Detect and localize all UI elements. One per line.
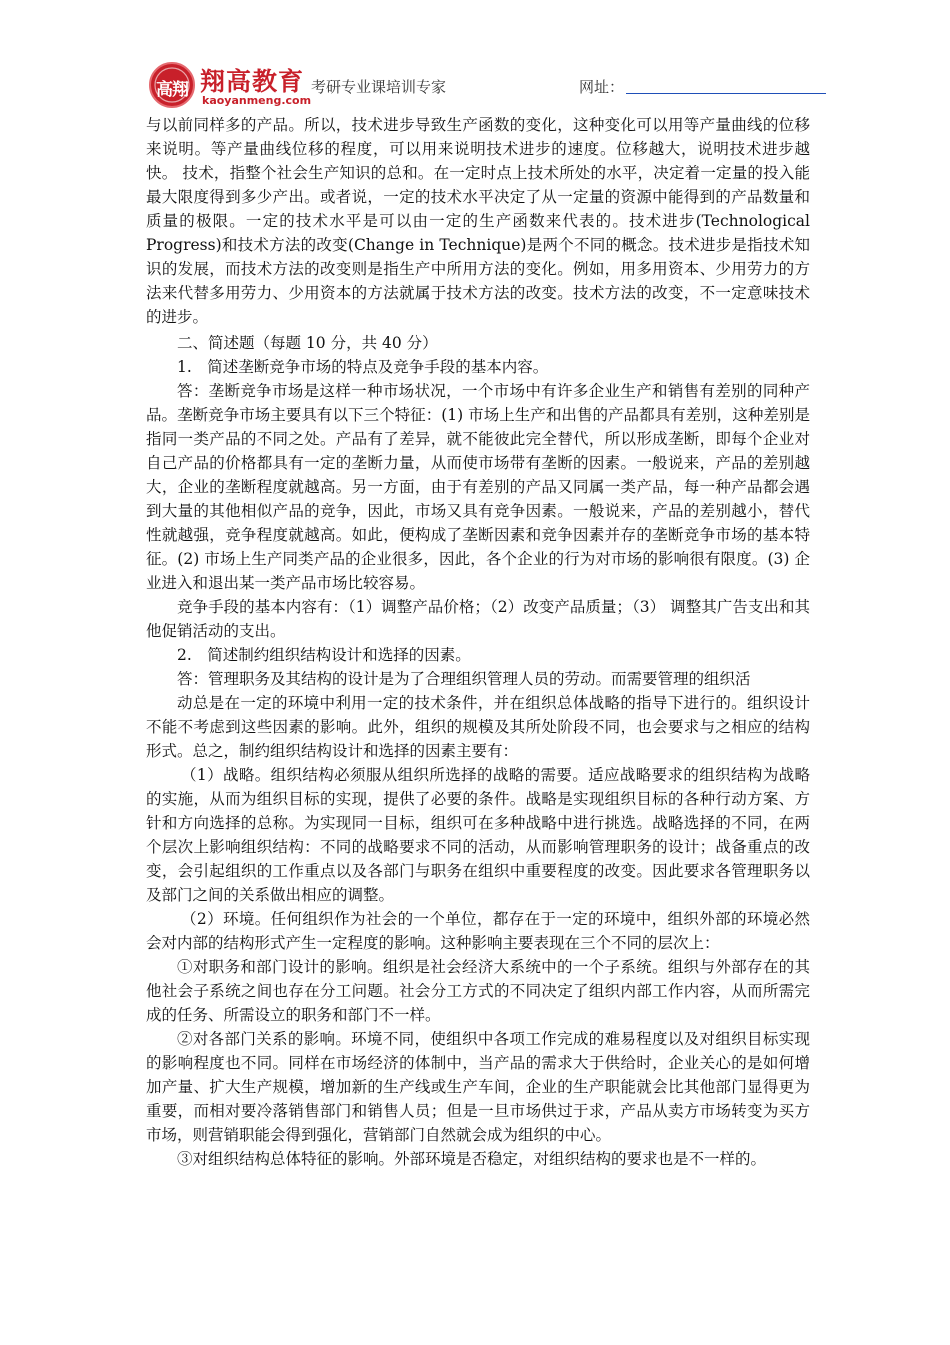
- answer-2-strategy: （1）战略。组织结构必须服从组织所选择的战略的需要。适应战略要求的组织结构为战略的实施，从而为组织目标的实现，提供了必要的条件。战略是实现组织目标的各种行动方案、方针和方向选择的总称。为实现同一目标，组织可在多种战略中进行挑选。战略选择的不同，在两个层次上影响组织结构：不同的战略要求不同的活动，从而影响管理职务的设计；战备重点的改变，会引起组织的工作重点以及各部门与职务在组织中重要程度的改变。因此要求各管理职务以及部门之间的关系做出相应的调整。: [146, 766, 810, 904]
- answer-2-environment: （2）环境。任何组织作为社会的一个单位，都存在于一定的环境中，组织外部的环境必然会对内部的结构形式产生一定程度的影响。这种影响主要表现在三个不同的层次上：: [146, 910, 810, 952]
- answer-2-context: 动总是在一定的环境中利用一定的技术条件，并在组织总体战略的指导下进行的。组织设计不能不考虑到这些因素的影响。此外，组织的规模及其所处阶段不同，也会要求与之相应的结构形式。总之，制约组织结构设计和选择的因素主要有：: [146, 694, 810, 760]
- question-2: 2. 简述制约组织结构设计和选择的因素。: [177, 646, 471, 664]
- url-underline: [626, 93, 826, 94]
- section-title: 二、简述题（每题 10 分，共 40 分）: [177, 334, 438, 352]
- question-1: 1. 简述垄断竞争市场的特点及竞争手段的基本内容。: [177, 358, 549, 376]
- paragraph-technology: 与以前同样多的产品。所以，技术进步导致生产函数的变化，这种变化可以用等产量曲线的位移来说明。等产量曲线位移的程度，可以用来说明技术进步的速度。位移越大，说明技术进步越快。 技术，指整个社会生产知识的总和。在一定时点上技术所处的水平，决定着一定量的投入能最大限度得到多少产出。或者说，一定的技术水平决定了从一定量的资源中能得到的产品数量和质量的极限。一定的技术水平是可以由一定的生产函数来代表的。技术进步(Technological Progress)和技术方法的改变(Change in Technique)是两个不同的概念。技术进步是指技术知识的发展，而技术方法的改变则是指生产中所用方法的变化。例如，用多用资本、少用劳力的方法来代替多用劳力、少用资本的方法就属于技术方法的改变。技术方法的改变，不一定意味技术的进步。: [146, 116, 810, 326]
- brand-name: 翔高教育: [200, 67, 305, 96]
- document-body: [146, 113, 810, 1171]
- answer-2-env-point-2: ②对各部门关系的影响。环境不同，使组织中各项工作完成的难易程度以及对组织目标实现的影响程度也不同。同样在市场经济的体制中，当产品的需求大于供给时，企业关心的是如何增加产量、扩大生产规模，增加新的生产线或生产车间，企业的生产职能就会比其他部门显得更为重要，而相对要冷落销售部门和销售人员；但是一旦市场供过于求，产品从卖方市场转变为买方市场，则营销职能会得到强化，营销部门自然就会成为组织的中心。: [146, 1030, 810, 1144]
- answer-1: 答：垄断竞争市场是这样一种市场状况，一个市场中有许多企业生产和销售有差别的同种产品。垄断竞争市场主要具有以下三个特征：(1) 市场上生产和出售的产品都具有差别，这种差别是指同一类产品的不同之处。产品有了差异，就不能彼此完全替代，所以形成垄断，即每个企业对自己产品的价格都具有一定的垄断力量，从而使市场带有垄断的因素。一般说来，产品的差别越大，企业的垄断程度就越高。另一方面，由于有差别的产品又同属一类产品，每一种产品都会遇到大量的其他相似产品的竞争，因此，市场又具有竞争因素。一般说来，产品的差别越小，替代性就越强，竞争程度就越高。如此，便构成了垄断因素和竞争因素并存的垄断竞争市场的基本特征。(2) 市场上生产同类产品的企业很多，因此，各个企业的行为对市场的影响很有限度。(3) 企业进入和退出某一类产品市场比较容易。: [146, 382, 810, 592]
- page-header: [145, 58, 845, 108]
- answer-2-env-point-3: ③对组织结构总体特征的影响。外部环境是否稳定，对组织结构的要求也是不一样的。: [177, 1150, 767, 1168]
- logo-seal-text: 高翔: [156, 80, 188, 100]
- brand-url: kaoyanmeng.com: [202, 94, 312, 107]
- answer-2-intro: 答：管理职务及其结构的设计是为了合理组织管理人员的劳动。而需要管理的组织活: [177, 670, 751, 688]
- answer-2-env-point-1: ①对职务和部门设计的影响。组织是社会经济大系统中的一个子系统。组织与外部存在的其他社会子系统之间也存在分工问题。社会分工方式的不同决定了组织内部工作内容，从而所需完成的任务、所需设立的职务和部门不一样。: [146, 958, 810, 1024]
- header-slogan: 考研专业课培训专家: [311, 78, 447, 96]
- logo-seal-icon: [149, 62, 195, 108]
- url-label: 网址：: [579, 78, 625, 96]
- answer-1-means: 竞争手段的基本内容有：（1）调整产品价格；（2）改变产品质量；（3） 调整其广告支出和其他促销活动的支出。: [146, 598, 810, 640]
